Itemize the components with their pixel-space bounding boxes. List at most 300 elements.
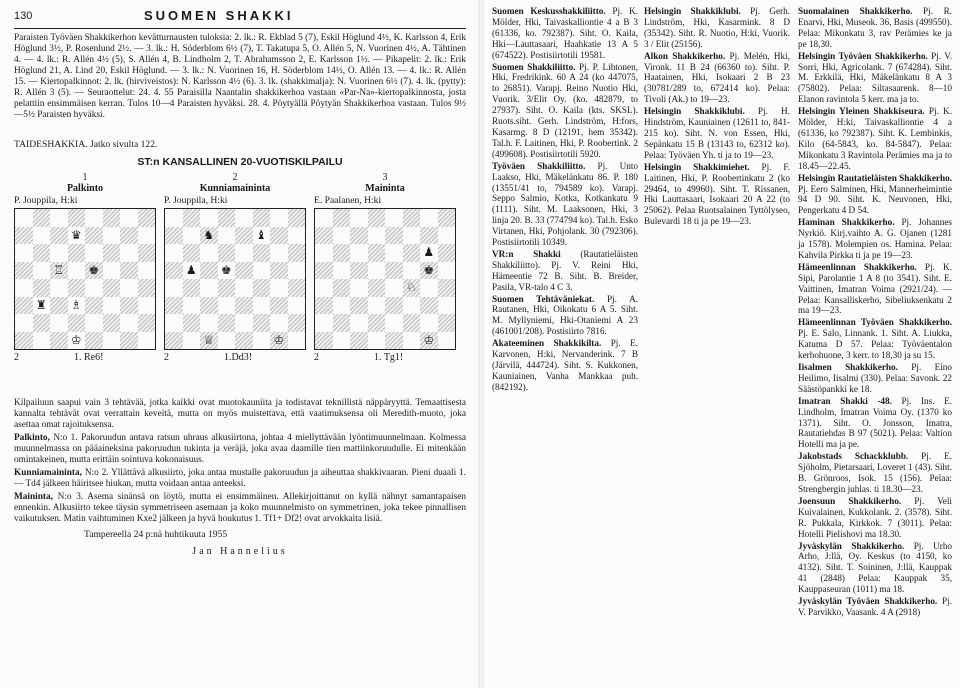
board-square — [368, 297, 386, 315]
club-details: Pj. R. Enarvi, Hki, Museok. 36, Basis (499550). Pelaa: Mikonkatu 3, rav Perämies ke ja pe 18,30. — [798, 6, 952, 49]
board-square — [120, 297, 138, 315]
board-square — [270, 262, 288, 280]
club-entry — [644, 162, 790, 227]
board-square — [385, 297, 403, 315]
book-gutter — [478, 0, 484, 688]
board-square — [50, 244, 68, 262]
club-name: Jakobstads Schackklubb. — [798, 451, 909, 462]
diagram-3 — [314, 172, 456, 366]
club-report: Paraisten Työväen Shakkikerhon kevätturnausten tuloksia: 2. lk.: R. Ekblad 5 (7), Eskil Höglund 4½, K. Karlsson 4, Erik Höglund 3½, P. Rosenlund 2½. — 3. lk.: H. Söderblom 6½ (7), T. Takatupa 5, O. Allén 5, N. Vuorinen 4½, A. Tähtinen 4. — 4. lk.: R. Allén 4½ (5), S. Allén 4, B. Lindholm 2, T. Abrahamsson 2, E. Karlsson 1½. — Pikapelit: 2. lk.: Erik Höglund 21, A. Lind 20, Eskil Höglund. — 3. lk.: N. Vuorinen 16, H. Söderblom 14½, O. Allén 13. — 4. lk.: R. Allén 15. — Kiertopalkinnot: 2. lk. (hirviveistos): N. Karlsson 4½ (6). 3. lk. (shakkimalja): N. Vuorinen 6½ (7). 4. lk. (pytty): R. Allén 3 (5). — Seuraottelut: 24. 4. 55 Paraisilla Naantalin shakkikerhoa vastaan «Par-Na»-kiertopalkinnosta, josta pelattiin ensimmäisen kerran. Tulos 10—4 Paraisten hyväksi. 28. 4. Pöytyällä Pöytyän Shakkikerhoa vastaan. Tulos 9½—5½ Paraisten hyväksi. — [14, 33, 466, 120]
club-name: Suomen Keskusshakkiliitto. — [492, 6, 606, 16]
board-square — [165, 279, 183, 297]
chess-piece-square: ♔ — [420, 332, 438, 350]
board-square — [183, 227, 201, 245]
board-square — [200, 314, 218, 332]
club-details: Pj. V. Sorri, Hki, Agricolank. 7 (674284). Siht. M. Erkkilä, Hki, Mäkelänkatu 8 A 3 (75802). Pelaa: Siltasaarenk. 8—10 Elanon ravintola 5 kerr. ma ja to. — [798, 50, 952, 105]
chess-piece-square: ♚ — [85, 262, 103, 280]
club-entry — [492, 161, 638, 248]
club-name: Suomen Shakkiliitto. — [492, 61, 576, 72]
club-name: Imatran Shakki -48. — [798, 395, 892, 406]
board-square — [85, 297, 103, 315]
board-square — [288, 262, 306, 280]
board-square — [420, 227, 438, 245]
club-details: Pj. K. Mölder, Hki, Taivaskalliontie 4 a B 3 (61336, ko. 792387). Siht. O. Kaila, Hki—Lauttasaari, Haahkatie 13 A 5 (674522). Postisiirtotili 19581. — [492, 6, 638, 60]
board-square — [350, 209, 368, 227]
board-square — [103, 332, 121, 350]
solution-label: Kunniamaininta, — [14, 468, 82, 478]
board-square — [315, 244, 333, 262]
club-name: Helsingin Shakkiklubi. — [644, 6, 741, 16]
club-entry — [492, 6, 638, 61]
club-entry — [798, 451, 952, 495]
board-square — [15, 262, 33, 280]
board-square — [420, 297, 438, 315]
board-square — [438, 279, 456, 297]
board-square — [438, 262, 456, 280]
board-square — [165, 297, 183, 315]
board-square — [315, 279, 333, 297]
club-name: VR:n Shakki — [492, 248, 561, 259]
board-square — [270, 279, 288, 297]
board-square — [103, 314, 121, 332]
club-details: Pj. E. Karvonen, H:ki, Nervanderink. 7 B (Järvilä, 444724). Siht. S. Kukkonen, Kauniainen, Vanha Mankkaa puh. (842192). — [492, 338, 638, 392]
board-square — [165, 244, 183, 262]
chess-piece-square: ♟ — [183, 262, 201, 280]
board-square — [288, 297, 306, 315]
board-square — [138, 227, 156, 245]
page-number: 130 — [14, 10, 33, 22]
board-square — [270, 227, 288, 245]
board-square — [15, 209, 33, 227]
club-details: Pj. A. Rautanen, Hki, Oikokatu 6 A 5. Siht. M. Myllyniemi, Hki-Otaniemi A 23 (461001/208). Postisiirto 7816. — [492, 293, 638, 337]
board-square — [103, 227, 121, 245]
chess-piece-square: ♟ — [420, 244, 438, 262]
club-details: Pj. E. Sjöholm, Pietarsaari, Loveret 1 (43). Siht. B. Grönroos, Isok. 15 (156). Pelaa: Strengbergin juhlas. ti 18.30—23. — [798, 451, 952, 494]
club-name: Jyväskylän Shakkikerho. — [798, 540, 905, 551]
section-heading: TAIDESHAKKIA. Jatko sivulta 122. — [14, 139, 158, 150]
chess-piece-square: ♖ — [50, 262, 68, 280]
judge-intro: Kilpailuun saapui vain 3 tehtävää, jotka kaikki ovat muotokauniita ja todistavat teknillistä näppäryyttä. Temaattisesta kannalta tehtävät ovat verrattain keveitä, mutta on myös muistettava, että vaatimuksensa oli Meredith-muoto, joka asettaa omat rajoituksensa. — [14, 398, 466, 430]
board-square — [368, 279, 386, 297]
club-entry — [798, 6, 952, 50]
club-entry — [798, 173, 952, 217]
board-square — [288, 227, 306, 245]
board-square — [438, 209, 456, 227]
board-square — [288, 332, 306, 350]
board-square — [120, 262, 138, 280]
board-square — [403, 332, 421, 350]
chess-piece-square: ♞ — [200, 227, 218, 245]
club-name: Helsingin Shakkimiehet. — [644, 161, 750, 172]
board-square — [315, 227, 333, 245]
board-square — [333, 262, 351, 280]
board-square — [270, 209, 288, 227]
club-name: Haminan Shakkikerho. — [798, 217, 895, 228]
diagram-award: Palkinto — [66, 183, 104, 194]
club-details: (Rautatieläisten Shakkiliitto). Pj. V. Reini Hki, Hämeentie 72 B. Siht. B. Breider, Pasila, VR-talo 4 C 3. — [492, 248, 638, 292]
board-square — [165, 314, 183, 332]
club-details: Pj. Unto Laakso, Hki, Mäkelänkatu 86. P. 180 (13551/41 to, 794589 ko). Varapj. Seppo Salmio, Kotka, Kotkankatu 9 (1111). Siht. M. Laaksonen, Hki, 3 linja 20. B. 33 (774794 ko). Tal.h. Esko Virtanen, Hki, Pohjolank. 30 (792306). Postisiirtotili 10349. — [492, 160, 638, 248]
board-square — [85, 209, 103, 227]
diagram-composer: P. Jouppila, H:ki — [164, 195, 228, 206]
board-square — [235, 314, 253, 332]
club-name: Työväen Shakkiliitto. — [492, 160, 586, 171]
board-square — [235, 227, 253, 245]
board-square — [68, 244, 86, 262]
board-square — [385, 227, 403, 245]
board-square — [183, 332, 201, 350]
chess-piece-square: ♜ — [33, 297, 51, 315]
board-square — [403, 227, 421, 245]
diagram-award: Maininta — [365, 183, 405, 194]
board-square — [270, 244, 288, 262]
board-square — [33, 209, 51, 227]
board-square — [120, 332, 138, 350]
chess-piece-square: ♚ — [420, 262, 438, 280]
club-entry — [798, 362, 952, 395]
board-square — [33, 279, 51, 297]
board-square — [120, 227, 138, 245]
club-name: Helsingin Shakkiklubi. — [644, 106, 745, 117]
board-square — [103, 209, 121, 227]
board-square — [385, 262, 403, 280]
solution-2 — [14, 468, 466, 490]
chess-piece-square: ♕ — [200, 332, 218, 350]
board-square — [350, 244, 368, 262]
diagram-award: Kunniamaininta — [199, 183, 271, 194]
board-square — [15, 244, 33, 262]
club-name: Akateeminen Shakkikilta. — [492, 338, 602, 349]
club-entry — [798, 496, 952, 540]
club-details: Pj. P. Lihtonen, Hki, Fredrikink. 60 A 24 (ko 447075, to 26851). Varapj. Reino Nuotio Hki, Vuorik. 3/Elit Oy. (ko. 482879, to 27937). Siht. O. Kaila (kts. SKSL). Ruots.siht. Gerh. Lindström, H:fors, Kasarmg. 8 D (12191, hem 35342). Tal.h. F. Laitinen, Hki, P. Roobertink. 2 (499608). Postisiirtotili 5920. — [492, 61, 638, 159]
competition-title: ST:n KANSALLINEN 20-VUOTISKILPAILU — [137, 156, 343, 168]
key-move: 1. Re6! — [74, 352, 104, 363]
board-square — [50, 209, 68, 227]
board-square — [235, 279, 253, 297]
board-square — [385, 209, 403, 227]
club-entry — [798, 317, 952, 361]
board-square — [138, 332, 156, 350]
signature-block — [14, 529, 466, 557]
board-square — [218, 297, 236, 315]
club-details: Pj. Melén, Hki, Vironk. 11 B 24 (66360 to). Siht. P. Haatainen, Hki, Isokaari 2 B 23 (30781/289 to, 672414 ko). Pelaa: Tivoli (Ak.) to 19—23. — [644, 50, 790, 105]
club-details: Pj. Eero Salminen, Hki, Mannerheimintie 94 D 90. Siht. K. Neuvonen, Hki, Pengerkatu 4 D 54. — [798, 183, 952, 216]
solution-label: Palkinto, — [14, 433, 50, 443]
board-square — [85, 314, 103, 332]
board-square — [50, 332, 68, 350]
solutions — [14, 398, 466, 525]
running-header — [14, 6, 466, 29]
board-square — [368, 332, 386, 350]
board-square — [200, 209, 218, 227]
board-square — [218, 314, 236, 332]
key-move: 1. Tg1! — [374, 352, 404, 363]
club-name: Suomalainen Shakkikerho. — [798, 6, 913, 16]
club-details: Pj. H. Hindström, Kauniainen (12611 to, 841-215 ko). Siht. N. von Essen, Hki, Sepänkatu 15 B (13143 to, 62312 ko). Pelaa: Työväen Yh. ti ja to 19—23. — [644, 106, 790, 160]
club-entry — [798, 51, 952, 106]
board-square — [438, 244, 456, 262]
board-square — [103, 262, 121, 280]
board-square — [165, 209, 183, 227]
board-square — [385, 279, 403, 297]
board-square — [33, 314, 51, 332]
board-square — [218, 279, 236, 297]
board-square — [253, 279, 271, 297]
solution-text: N:o 3. Asema sinänsä on löytö, mutta ei ensimmäinen. Allekirjoittanut on kyllä nähnyt samantapaisen ennenkin. Alkusiirto tekee täysin symmetriseen asemaan ja koko muunnelmisto on symmetrinen, joka tekee pinnallisen vaikutuksen. Matin vaihtuminen Kxe2 jälkeen ja hyvä houkutus 1. Tf1+ Df2! ovat arvokkaita lisiä. — [14, 492, 466, 524]
board-square — [85, 279, 103, 297]
board-square — [165, 227, 183, 245]
diagram-footer — [14, 352, 156, 366]
board-square — [138, 297, 156, 315]
running-title: SUOMEN SHAKKI — [144, 8, 294, 23]
chess-piece-square: ♝ — [253, 227, 271, 245]
solution-3 — [14, 492, 466, 525]
board-square — [350, 297, 368, 315]
board-square — [253, 314, 271, 332]
board-square — [438, 297, 456, 315]
diagram-footer — [314, 352, 456, 366]
board-square — [183, 279, 201, 297]
board-square — [333, 297, 351, 315]
board-square — [315, 314, 333, 332]
board-square — [50, 227, 68, 245]
club-name: Hämeenlinnan Shakkikerho. — [798, 261, 917, 272]
board-square — [253, 244, 271, 262]
board-square — [235, 244, 253, 262]
board-square — [218, 332, 236, 350]
board-square — [68, 314, 86, 332]
board-square — [50, 279, 68, 297]
club-name: Jyväskylän Työväen Shakkikerho. — [798, 596, 938, 607]
board-square — [138, 262, 156, 280]
board-square — [200, 244, 218, 262]
club-details: Pj. Johannes Nyrkiö. Kirj.vaihto A. G. Ojanen (1281 ja 1578). Molempien os. Hamina. Pelaa: Kahvila Pirkka ti ja pe 19—23. — [798, 217, 952, 260]
chess-board — [14, 208, 156, 350]
directory-column-2 — [644, 6, 790, 228]
board-square — [33, 227, 51, 245]
club-entry — [492, 249, 638, 293]
club-details: Pj. K. Sipi, Parolantie 1 A 8 (to 3541). Siht. E. Vaittinen, Imatran Voima (2921/24). — Pelaa: Kansalliskerho, Sibeliuksenkatu 2 ma 19—23. — [798, 261, 952, 316]
board-square — [165, 332, 183, 350]
board-square — [235, 209, 253, 227]
board-square — [315, 332, 333, 350]
board-square — [350, 279, 368, 297]
club-entry — [798, 262, 952, 317]
board-square — [33, 332, 51, 350]
board-square — [85, 244, 103, 262]
club-entry — [644, 106, 790, 161]
mate-in: 2 — [164, 352, 169, 363]
board-square — [68, 209, 86, 227]
board-square — [333, 279, 351, 297]
diagram-2 — [164, 172, 306, 366]
club-details: Pj. Urho Arho, J:llä, Oy. Keskus (to 4150, ko 4132). Siht. T. Soininen, J:llä, Kauppak 41 (2848) Pelaa: Kauppak 35, Kauppaseuran (1011) ma 18. — [798, 540, 953, 595]
chess-piece-square: ♗ — [68, 297, 86, 315]
club-details: Pj. F. Laitinen, Hki, P. Roobertinkatu 2 (ko 29464, to 49960). Siht. T. Rissanen, Hki Lauttasaari, Isokaari 20 A 22 (to 25062). Pelaa Ruotsalainen Tyttölyseo, Bulevardi 18 ti ja pe 19—23. — [644, 161, 790, 227]
board-square — [120, 279, 138, 297]
board-square — [288, 279, 306, 297]
board-square — [120, 314, 138, 332]
board-square — [218, 227, 236, 245]
club-details: Pj. Ins. E. Lindholm, Imatran Voima Oy. (1370 ko 1371). Siht. O. Jonsson, Imatra, Rautatiehdas B 97 (5021). Pelaa: Valtion Hotelli ma ja pe. — [798, 395, 952, 450]
diagram-number: 2 — [232, 172, 238, 183]
board-square — [183, 244, 201, 262]
club-entry — [798, 541, 952, 596]
board-square — [438, 332, 456, 350]
board-square — [253, 332, 271, 350]
left-page — [14, 6, 466, 682]
board-square — [120, 209, 138, 227]
board-square — [15, 314, 33, 332]
board-square — [15, 297, 33, 315]
club-name: Hämeenlinnan Työväen Shakkikerho. — [798, 317, 952, 328]
board-square — [403, 262, 421, 280]
board-square — [103, 244, 121, 262]
club-name: Iisalmen Shakkikerho. — [798, 362, 898, 372]
board-square — [50, 314, 68, 332]
board-square — [333, 244, 351, 262]
board-square — [15, 227, 33, 245]
board-square — [200, 279, 218, 297]
board-square — [420, 209, 438, 227]
diagram-number: 1 — [82, 172, 88, 183]
board-square — [218, 244, 236, 262]
club-name: Alkon Shakkikerho. — [644, 50, 726, 61]
board-square — [438, 227, 456, 245]
directory-column-1 — [492, 6, 638, 394]
club-name: Helsingin Työväen Shakkikerho. — [798, 50, 928, 61]
board-square — [68, 262, 86, 280]
mate-in: 2 — [14, 352, 19, 363]
diagram-row — [14, 172, 466, 398]
board-square — [253, 297, 271, 315]
board-square — [385, 244, 403, 262]
board-square — [403, 297, 421, 315]
right-page — [492, 6, 952, 682]
board-square — [315, 209, 333, 227]
club-name: Joensuun Shakkikerho. — [798, 495, 902, 506]
club-details: Pj. Veli Kuivalainen, Kukkolank. 2. (3578). Siht. R. Pukkala, Kirkkok. 7 (3011). Pelaa: Hotelli Pielishovi ma 18.30. — [798, 495, 952, 539]
board-square — [350, 262, 368, 280]
board-square — [85, 332, 103, 350]
board-square — [103, 279, 121, 297]
board-square — [138, 279, 156, 297]
board-square — [288, 209, 306, 227]
chess-piece-square: ♛ — [68, 227, 86, 245]
board-square — [403, 209, 421, 227]
club-name: Helsingin Rautatieläisten Shakkikerho. — [798, 172, 952, 183]
directory-column-3 — [798, 6, 952, 619]
board-square — [68, 279, 86, 297]
club-details: Pj. V. Parvikko, Vaasank. 4 A (2918) — [798, 596, 952, 617]
board-square — [103, 297, 121, 315]
diagram-1 — [14, 172, 156, 366]
solution-1 — [14, 433, 466, 466]
chess-board — [314, 208, 456, 350]
club-name: Helsingin Yleinen Shakkiseura. — [798, 106, 925, 117]
board-square — [33, 262, 51, 280]
board-square — [420, 314, 438, 332]
board-square — [270, 297, 288, 315]
board-square — [138, 314, 156, 332]
board-square — [350, 332, 368, 350]
board-square — [33, 244, 51, 262]
board-square — [333, 332, 351, 350]
chess-board — [164, 208, 306, 350]
author-name: Jan Hannelius — [192, 546, 288, 557]
board-square — [420, 279, 438, 297]
solution-text: N:o 2. Yllättävä alkusiirto, joka antaa mustalle pakoruudun ja aiheuttaa shakkivaaran. Pieni duaali 1. — Td4 jälkeen häiritsee hiukan, mutta voidaan antaa anteeksi. — [14, 468, 466, 489]
board-square — [438, 314, 456, 332]
board-square — [403, 244, 421, 262]
board-square — [138, 209, 156, 227]
club-details: Pj. Gerh. Lindström, Hki, Kasarmink. 8 D (35342). Siht. R. Nuotio, H:ki, Vuorik. 3 / Elit (25156). — [644, 6, 791, 49]
board-square — [218, 209, 236, 227]
club-entry — [798, 106, 952, 171]
club-entry — [492, 62, 638, 160]
board-square — [315, 297, 333, 315]
board-square — [350, 227, 368, 245]
board-square — [368, 209, 386, 227]
board-square — [385, 314, 403, 332]
sign-place-date: Tampereella 24 p:nä huhtikuuta 1955 — [84, 529, 228, 540]
board-square — [235, 262, 253, 280]
diagram-footer — [164, 352, 306, 366]
board-square — [368, 227, 386, 245]
board-square — [15, 332, 33, 350]
chess-piece-square: ♔ — [68, 332, 86, 350]
board-square — [253, 262, 271, 280]
board-square — [333, 227, 351, 245]
board-square — [350, 314, 368, 332]
board-square — [385, 332, 403, 350]
board-square — [165, 262, 183, 280]
board-square — [333, 209, 351, 227]
board-square — [315, 262, 333, 280]
diagram-composer: E. Paalanen, H:ki — [314, 195, 382, 206]
board-square — [270, 314, 288, 332]
board-square — [200, 262, 218, 280]
solution-label: Maininta, — [14, 492, 53, 502]
club-details: Pj. K. Mölder, H:ki, Taivaskalliontie 4 a (61336, ko 792387). Siht. K. Lembinkis, Kilo (64-5843, ko. 84-5847). Pelaa: Mikonkatu 3 Ravintola Perämies ma ja to 18.45—22.45. — [798, 106, 952, 171]
board-square — [368, 244, 386, 262]
chess-piece-square: ♘ — [403, 279, 421, 297]
board-square — [235, 297, 253, 315]
board-square — [235, 332, 253, 350]
board-square — [333, 314, 351, 332]
board-square — [200, 297, 218, 315]
club-entry — [492, 294, 638, 338]
club-details: Pj. E. Salo, Linnank. 1. Siht. A. Liukka, Katuma D 57. Pelaa: Työväentalon kerhohuone, 3 kerr. to 18,30 ja su 15. — [798, 328, 952, 361]
board-square — [138, 244, 156, 262]
club-entry — [644, 6, 790, 50]
club-name: Suomen Tehtäväniekat. — [492, 293, 595, 304]
diagram-composer: P. Jouppila, H:ki — [14, 195, 78, 206]
club-details: Pj. Eino Heilimo, Iisalmi (330). Pelaa: Savonk. 22 Säästöpankki ke 18. — [798, 362, 952, 394]
diagram-number: 3 — [382, 172, 388, 183]
board-square — [368, 314, 386, 332]
board-square — [120, 244, 138, 262]
chess-piece-square: ♔ — [270, 332, 288, 350]
board-square — [50, 297, 68, 315]
mate-in: 2 — [314, 352, 319, 363]
board-square — [183, 209, 201, 227]
club-directory — [492, 6, 952, 676]
board-square — [368, 262, 386, 280]
club-entry — [644, 51, 790, 106]
board-square — [403, 314, 421, 332]
club-entry — [492, 338, 638, 393]
